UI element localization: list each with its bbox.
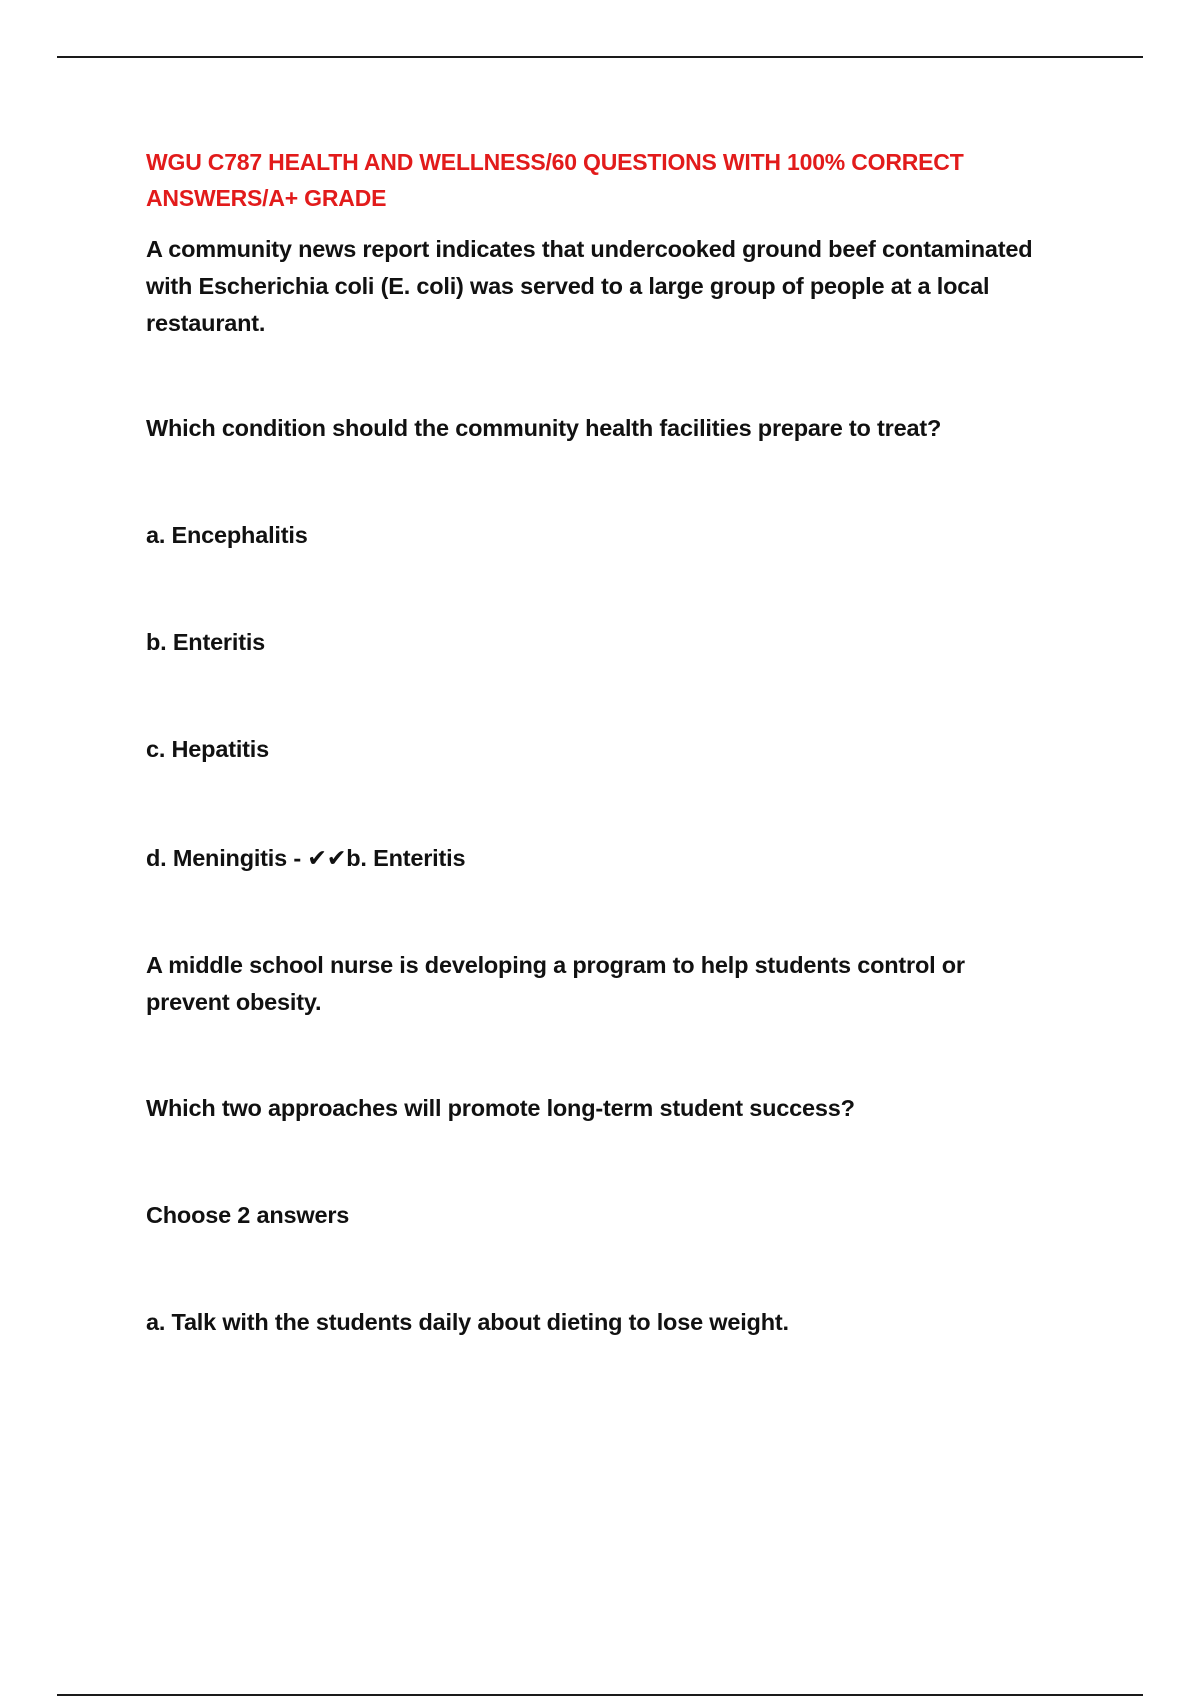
question-1-option-d: [146, 840, 1046, 877]
question-2-prompt: Which two approaches will promote long-term student success?: [146, 1095, 855, 1121]
question-1-scenario: A community news report indicates that undercooked ground beef contaminated with Escherichia coli (E. coli) was served to a large group of people at a local restaurant.: [146, 236, 1033, 336]
question-1-prompt: Which condition should the community health facilities prepare to treat?: [146, 415, 942, 441]
document-title: WGU C787 HEALTH AND WELLNESS/60 QUESTIONS WITH 100% CORRECT ANSWERS/A+ GRADE: [146, 149, 964, 211]
question-1-option-b: b. Enteritis: [146, 629, 266, 655]
question-2-instruction: Choose 2 answers: [146, 1202, 350, 1228]
question-1-option-a: a. Encephalitis: [146, 522, 308, 548]
question-2-option-a: a. Talk with the students daily about dieting to lose weight.: [146, 1309, 789, 1335]
footer-rule: [57, 1694, 1143, 1696]
header-rule: [57, 56, 1143, 58]
question-1-option-c: c. Hepatitis: [146, 736, 269, 762]
question-2-scenario: A middle school nurse is developing a program to help students control or prevent obesity.: [146, 952, 965, 1015]
question-1-option-d-label: d. Meningitis -: [146, 845, 308, 871]
question-1-answer: b. Enteritis: [346, 845, 466, 871]
document-body: [146, 144, 1046, 1341]
check-mark-icon: ✔✔: [307, 845, 347, 871]
